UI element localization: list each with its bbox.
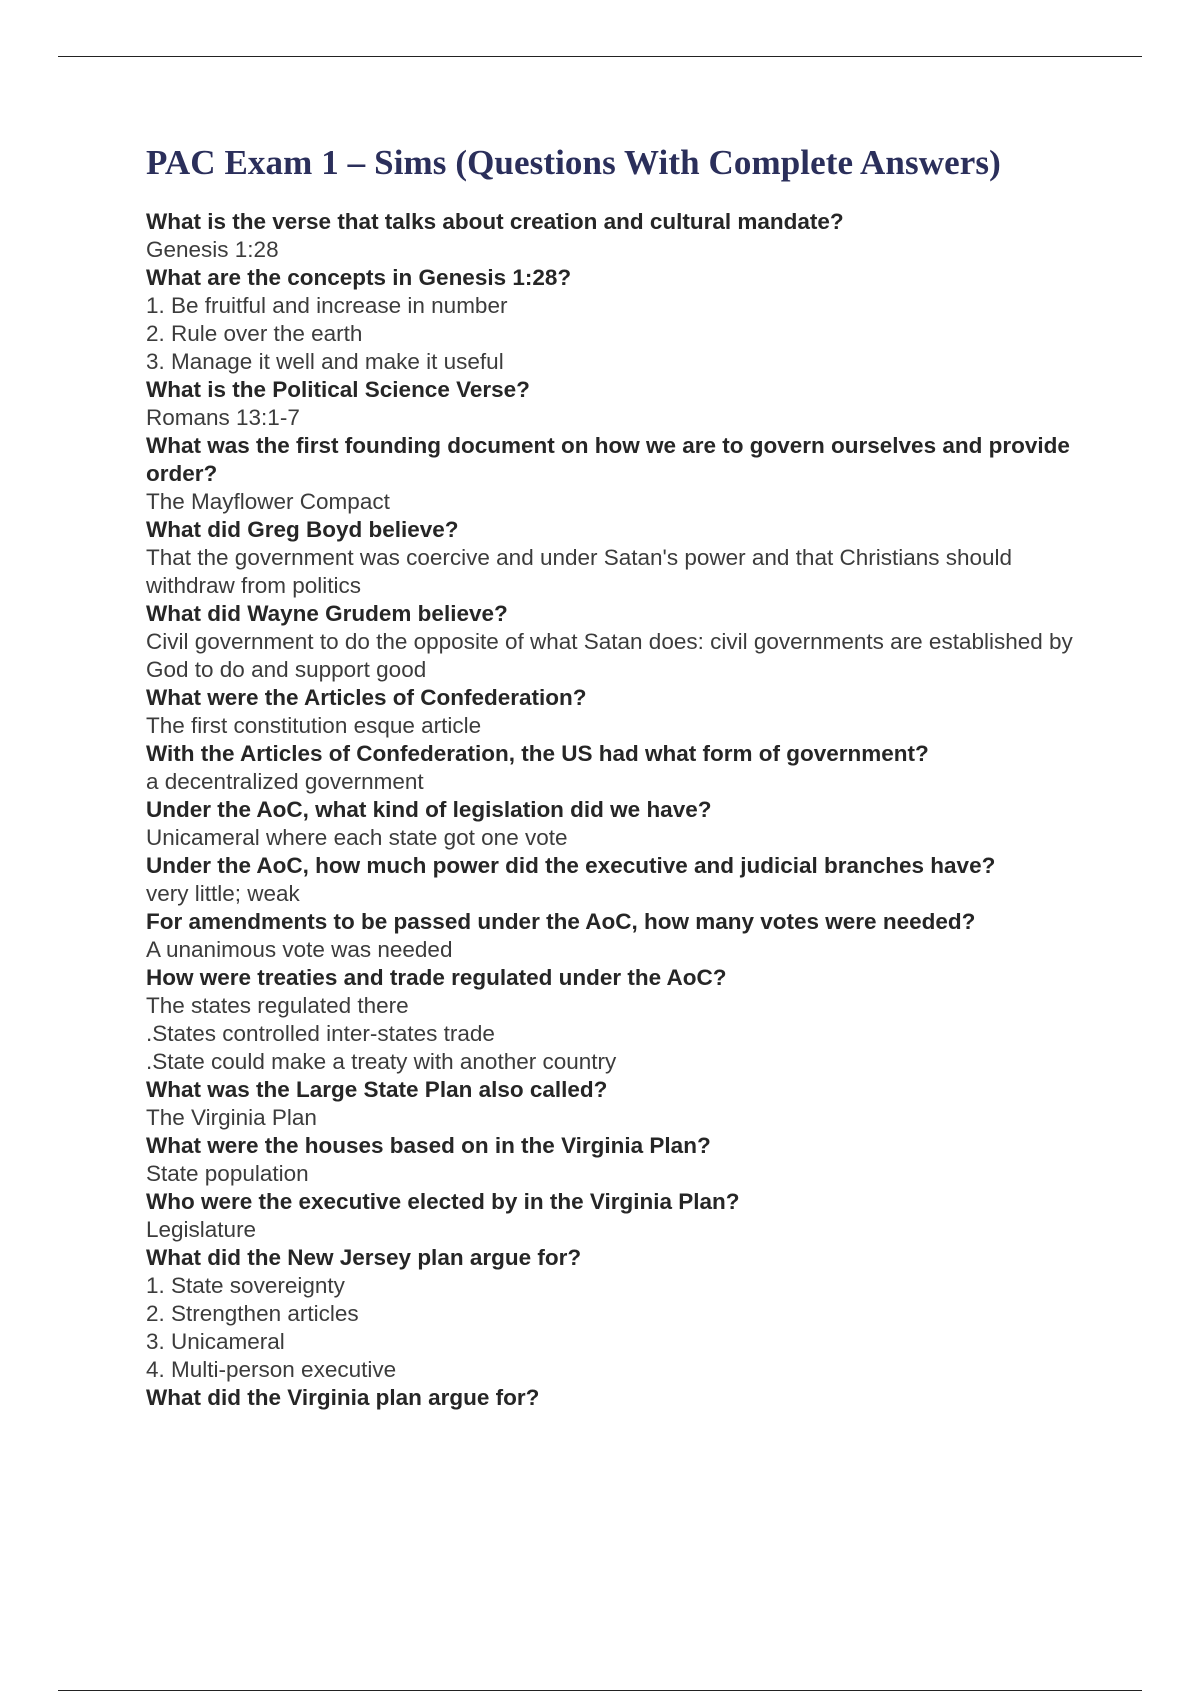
answer-text: .States controlled inter-states trade bbox=[146, 1021, 495, 1046]
document-title: PAC Exam 1 – Sims (Questions With Complete Answers) bbox=[146, 143, 1001, 182]
answer-text: 4. Multi-person executive bbox=[146, 1357, 397, 1382]
answer-text: a decentralized government bbox=[146, 769, 424, 794]
question-text: What were the houses based on in the Virginia Plan? bbox=[146, 1133, 711, 1158]
question-text: Under the AoC, how much power did the executive and judicial branches have? bbox=[146, 853, 996, 878]
question-text: What are the concepts in Genesis 1:28? bbox=[146, 265, 572, 290]
answer-text: 2. Strengthen articles bbox=[146, 1301, 359, 1326]
answer-text: A unanimous vote was needed bbox=[146, 937, 453, 962]
answer-text: 1. Be fruitful and increase in number bbox=[146, 293, 508, 318]
question-text: Under the AoC, what kind of legislation did we have? bbox=[146, 797, 712, 822]
question-text: For amendments to be passed under the AoC, how many votes were needed? bbox=[146, 909, 976, 934]
answer-text: Unicameral where each state got one vote bbox=[146, 825, 568, 850]
answer-text: Legislature bbox=[146, 1217, 257, 1242]
answer-text: 3. Unicameral bbox=[146, 1329, 285, 1354]
top-divider bbox=[58, 56, 1142, 57]
question-text: What was the Large State Plan also called? bbox=[146, 1077, 608, 1102]
question-text: What did the New Jersey plan argue for? bbox=[146, 1245, 582, 1270]
answer-text: 2. Rule over the earth bbox=[146, 321, 363, 346]
document-body bbox=[146, 142, 1106, 1412]
answer-text: 1. State sovereignty bbox=[146, 1273, 345, 1298]
answer-text: Civil government to do the opposite of what Satan does: civil governments are established by God to do and support good bbox=[146, 629, 1073, 682]
answer-text: The first constitution esque article bbox=[146, 713, 482, 738]
bottom-divider bbox=[58, 1690, 1142, 1691]
question-text: With the Articles of Confederation, the US had what form of government? bbox=[146, 741, 929, 766]
answer-text: The Virginia Plan bbox=[146, 1105, 317, 1130]
answer-text: .State could make a treaty with another country bbox=[146, 1049, 617, 1074]
answer-text: Genesis 1:28 bbox=[146, 237, 279, 262]
question-text: Who were the executive elected by in the Virginia Plan? bbox=[146, 1189, 740, 1214]
question-text: What was the first founding document on how we are to govern ourselves and provide order? bbox=[146, 433, 1070, 486]
question-text: What is the Political Science Verse? bbox=[146, 377, 530, 402]
answer-text: Romans 13:1-7 bbox=[146, 405, 300, 430]
answer-text: 3. Manage it well and make it useful bbox=[146, 349, 504, 374]
question-text: What did Wayne Grudem believe? bbox=[146, 601, 508, 626]
answer-text: very little; weak bbox=[146, 881, 300, 906]
answer-text: That the government was coercive and under Satan's power and that Christians should withdraw from politics bbox=[146, 545, 1013, 598]
answer-text: State population bbox=[146, 1161, 309, 1186]
question-text: What is the verse that talks about creation and cultural mandate? bbox=[146, 209, 844, 234]
answer-text: The states regulated there bbox=[146, 993, 409, 1018]
question-text: What did Greg Boyd believe? bbox=[146, 517, 459, 542]
question-text: What did the Virginia plan argue for? bbox=[146, 1385, 540, 1410]
answer-text: The Mayflower Compact bbox=[146, 489, 390, 514]
qa-list bbox=[146, 208, 1106, 1412]
question-text: What were the Articles of Confederation? bbox=[146, 685, 587, 710]
question-text: How were treaties and trade regulated under the AoC? bbox=[146, 965, 727, 990]
